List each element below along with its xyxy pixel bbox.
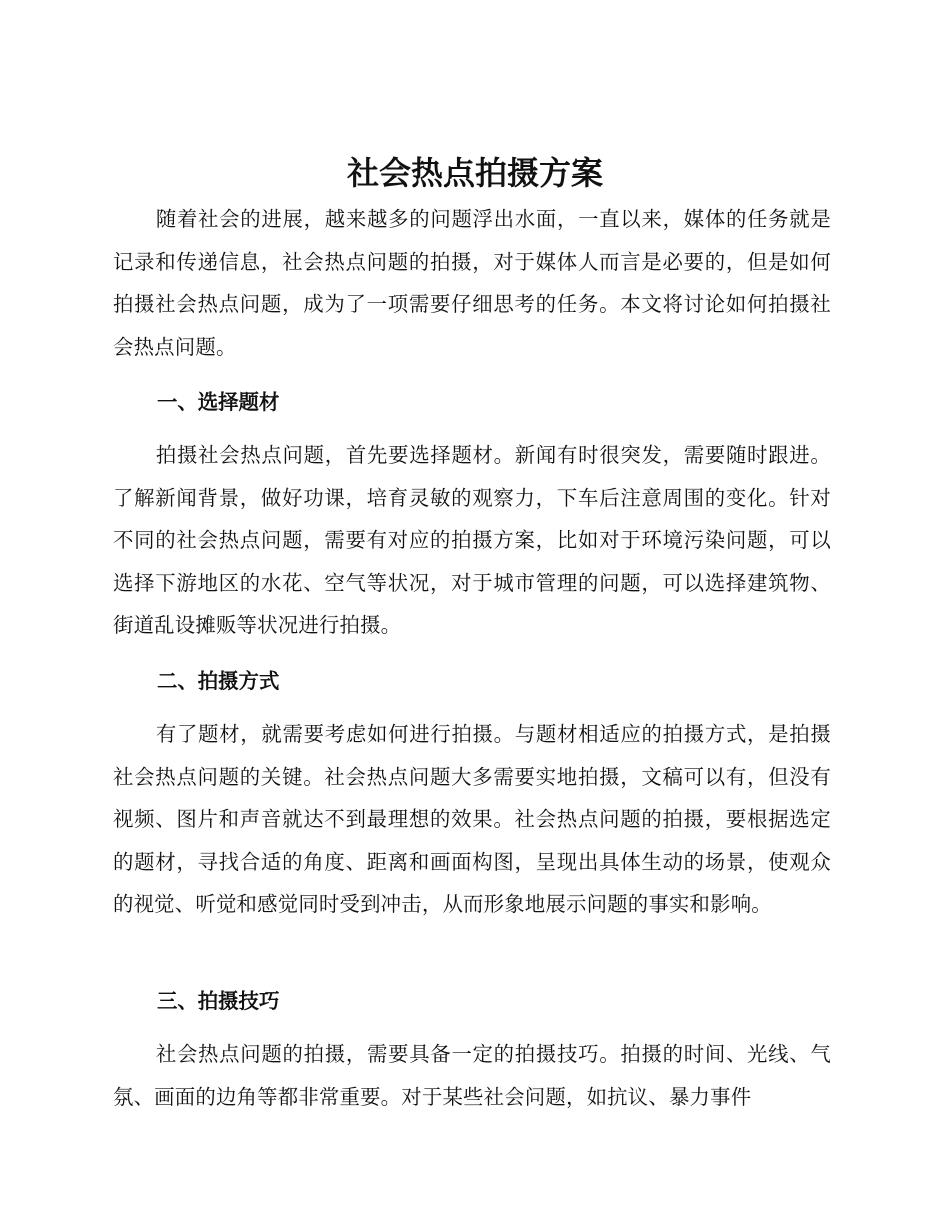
section-heading-technique: 三、拍摄技巧	[157, 989, 280, 1013]
section-heading-topic: 一、选择题材	[157, 390, 280, 414]
section-body-technique: 社会热点问题的拍摄，需要具备一定的拍摄技巧。拍摄的时间、光线、气氛、画面的边角等都非常重要。对于某些社会问题，如抗议、暴力事件	[113, 1042, 831, 1109]
section-heading-method: 二、拍摄方式	[157, 669, 280, 693]
intro-paragraph: 随着社会的进展，越来越多的问题浮出水面，一直以来，媒体的任务就是记录和传递信息，社会热点问题的拍摄，对于媒体人而言是必要的，但是如何拍摄社会热点问题，成为了一项需要仔细思考的任务。本文将讨论如何拍摄社会热点问题。	[113, 207, 831, 359]
document-title: 社会热点拍摄方案	[346, 154, 603, 192]
section-body-topic: 拍摄社会热点问题，首先要选择题材。新闻有时很突发，需要随时跟进。了解新闻背景，做好功课，培育灵敏的观察力，下车后注意周围的变化。针对不同的社会热点问题，需要有对应的拍摄方案，比如对于环境污染问题，可以选择下游地区的水花、空气等状况，对于城市管理的问题，可以选择建筑物、街道乱设摊贩等状况进行拍摄。	[113, 443, 831, 638]
section-body-method: 有了题材，就需要考虑如何进行拍摄。与题材相适应的拍摄方式，是拍摄社会热点问题的关键。社会热点问题大多需要实地拍摄，文稿可以有，但没有视频、图片和声音就达不到最理想的效果。社会热点问题的拍摄，要根据选定的题材，寻找合适的角度、距离和画面构图，呈现出具体生动的场景，使观众的视觉、听觉和感觉同时受到冲击，从而形象地展示问题的事实和影响。	[113, 722, 831, 917]
